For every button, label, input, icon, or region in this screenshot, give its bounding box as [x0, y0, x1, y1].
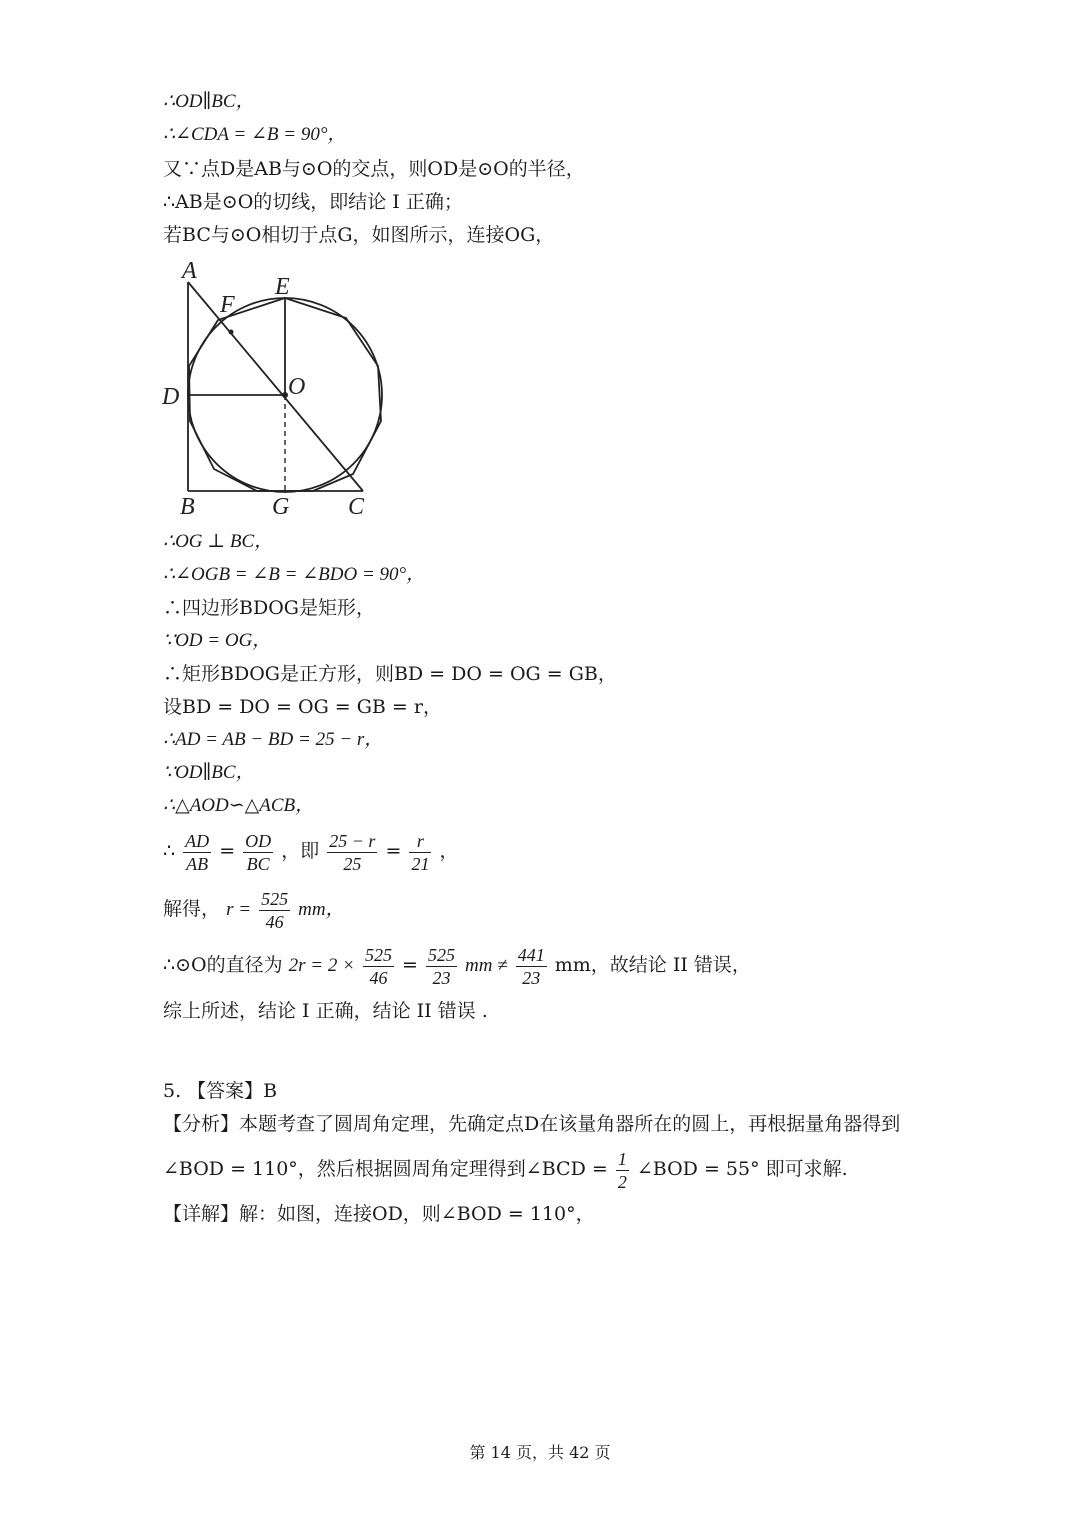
label-f: F	[220, 292, 235, 318]
label-b: B	[180, 494, 195, 518]
label-c: C	[348, 494, 365, 518]
text-line: ∴AB是⊙O的切线，即结论 I 正确；	[163, 191, 463, 213]
fraction-525-46: $\frac{525}{46}$	[364, 944, 392, 988]
r-equals: r =	[226, 899, 252, 920]
text-line: ∴∠OGB = ∠B = ∠BDO = 90°，	[163, 564, 426, 585]
text-line: 又∵点D是AB与⊙O的交点，则OD是⊙O的半径，	[163, 158, 585, 180]
fraction-525-23: $\frac{525}{23}$	[428, 944, 455, 988]
fraction-525-46: $\frac{525}{46}$	[261, 888, 289, 932]
text-line: ∴矩形BDOG是正方形，则BD = DO = OG = GB，	[163, 663, 617, 685]
unit-mm: mm，	[298, 899, 345, 920]
text-line: ∵OD = OG，	[163, 630, 272, 651]
text-line: 若BC与⊙O相切于点G，如图所示，连接OG，	[163, 224, 555, 246]
answer-heading: 5. 【答案】B	[163, 1080, 278, 1102]
analysis-text-a: ∠BOD = 110°，然后根据圆周角定理得到∠BCD =	[163, 1158, 608, 1180]
equals-sign: =	[385, 840, 402, 862]
fraction-ad-ab: $\frac{AD}{AB}$	[185, 830, 210, 874]
label-g: G	[272, 494, 290, 518]
fraction-25r-25: $\frac{25 - r}{25}$	[329, 830, 376, 874]
comma: ，	[439, 840, 459, 862]
point-f	[229, 330, 234, 335]
fraction-one-half: $\frac{1}{2}$	[617, 1148, 627, 1192]
conclusion-text: mm，故结论 II 错误，	[554, 954, 751, 976]
not-equal-expr: mm ≠	[465, 955, 508, 976]
two-r-expr: 2r = 2 ×	[288, 955, 355, 976]
text-line: 设BD = DO = OG = GB = r，	[163, 696, 442, 718]
diameter-line	[163, 940, 751, 991]
label-e: E	[275, 274, 290, 300]
page-footer: 第 14 页，共 42 页	[469, 1443, 611, 1462]
text-line: ∴四边形BDOG是矩形，	[163, 597, 375, 619]
equals-sign: =	[402, 954, 418, 976]
text-line: ∴OG ⊥ BC，	[163, 531, 274, 552]
text-line: ∴AD = AB − BD = 25 − r，	[163, 729, 384, 750]
detail-line: 【详解】解：如图，连接OD，则∠BOD = 110°，	[163, 1203, 595, 1225]
text-line: ∴∠CDA = ∠B = 90°，	[163, 124, 347, 145]
connector-text: ，即	[281, 840, 320, 862]
therefore-symbol: ∴	[163, 840, 176, 862]
solve-label: 解得，	[163, 898, 221, 920]
diameter-text: ∴⊙O的直径为	[163, 954, 283, 976]
geometry-figure	[158, 256, 388, 518]
text-line: ∴OD∥BC，	[163, 91, 255, 112]
fraction-r-21: $\frac{r}{21}$	[411, 830, 430, 874]
summary-line: 综上所述，结论 I 正确，结论 II 错误 .	[163, 1000, 488, 1022]
fraction-441-23: $\frac{441}{23}$	[517, 944, 545, 988]
fraction-od-bc: $\frac{OD}{BC}$	[245, 830, 272, 874]
circle-triangle-diagram	[158, 256, 388, 518]
text-line: ∴△AOD∽△ACB，	[163, 795, 315, 816]
equals-sign: =	[219, 840, 236, 862]
label-o: O	[288, 374, 306, 400]
proportion-line	[163, 826, 459, 876]
analysis-line: 【分析】本题考查了圆周角定理，先确定点D在该量角器所在的圆上，再根据量角器得到	[163, 1113, 901, 1135]
text-line: ∵OD∥BC，	[163, 762, 255, 783]
solution-line	[163, 884, 345, 935]
label-a: A	[182, 258, 197, 284]
analysis-text-b: ∠BOD = 55° 即可求解.	[636, 1158, 848, 1180]
label-d: D	[162, 384, 180, 410]
analysis-formula-line	[163, 1144, 848, 1194]
